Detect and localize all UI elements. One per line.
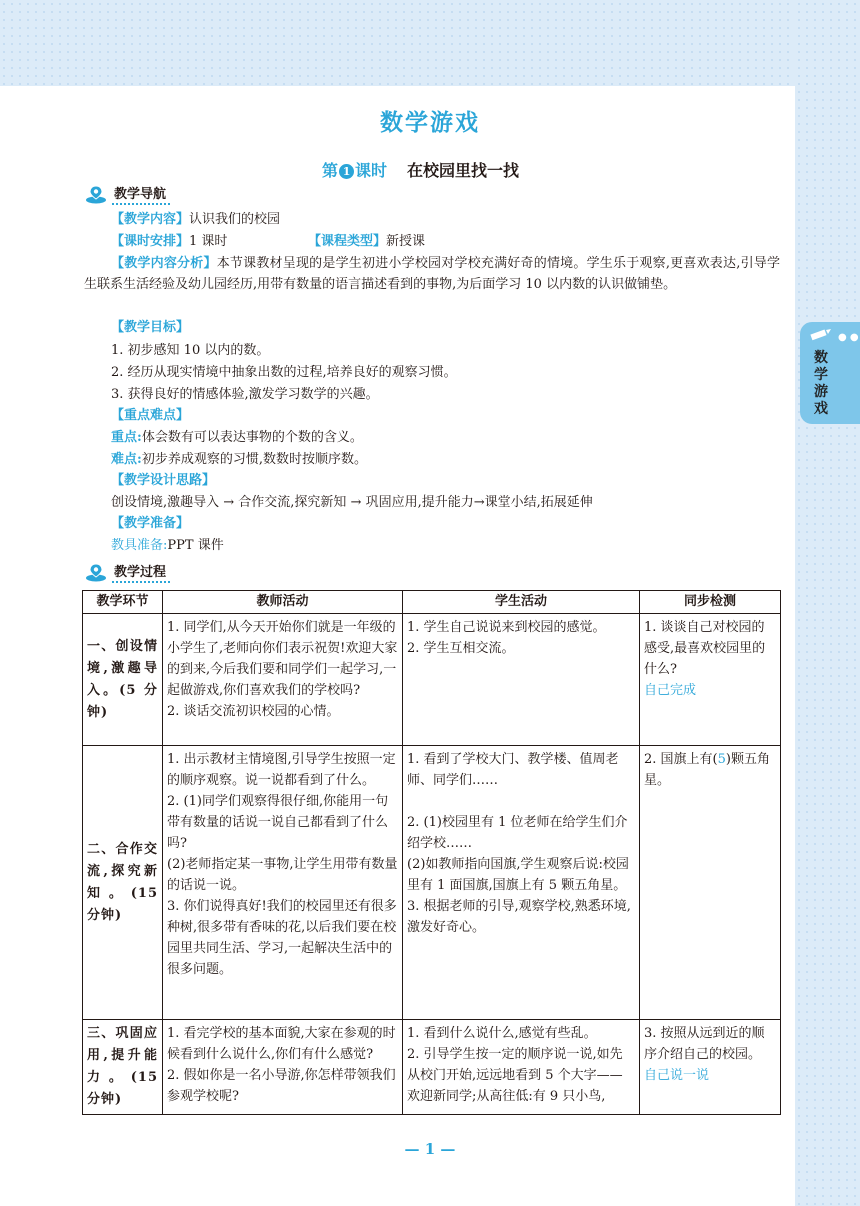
right-decor-band — [795, 0, 860, 1206]
check-text: 3. 按照从远到近的顺序介绍自己的校园。 — [644, 1026, 765, 1062]
teacher-cell: 1. 看完学校的基本面貌,大家在参观的时候看到什么说什么,你们有什么感觉? 2. 假如你是一名小导游,你怎样带领我们参观学校呢? — [163, 1020, 403, 1115]
content-tag: 【教学内容】 — [111, 212, 190, 227]
goal-item: 2. 经历从现实情境中抽象出数的过程,培养良好的观察习惯。 — [111, 365, 457, 380]
check-answer: 5 — [717, 752, 726, 767]
difficulty-line — [111, 451, 367, 469]
dots-icon: ● ● — [838, 332, 859, 343]
goal-item: 1. 初步感知 10 以内的数。 — [111, 343, 270, 358]
type-line — [308, 233, 425, 251]
table-row — [83, 1020, 781, 1115]
lesson-number: 1 — [339, 164, 354, 179]
difficulty-text: 初步养成观察的习惯,数数时按顺序数。 — [141, 452, 367, 467]
student-cell: 1. 学生自己说说来到校园的感觉。 2. 学生互相交流。 — [403, 614, 640, 746]
hours-text: 1 课时 — [189, 234, 228, 249]
check-text-pre: 2. 国旗上有( — [644, 752, 718, 767]
column-header: 教学环节 — [83, 591, 163, 614]
check-answer: 自己说一说 — [644, 1068, 710, 1083]
column-header: 同步检测 — [640, 591, 781, 614]
hours-tag: 【课时安排】 — [111, 234, 190, 249]
keypoints-tag-line — [111, 407, 189, 425]
key-point-line — [111, 429, 363, 447]
prep-tag: 【教学准备】 — [111, 516, 190, 531]
prep-tag-line — [111, 515, 189, 533]
check-cell — [640, 614, 781, 746]
check-answer: 自己完成 — [644, 683, 697, 698]
type-tag: 【课程类型】 — [308, 234, 387, 249]
lesson-prefix: 第 — [322, 161, 339, 180]
analysis-tag: 【教学内容分析】 — [111, 256, 217, 271]
lesson-heading — [322, 158, 519, 181]
location-pin-icon — [84, 184, 108, 204]
process-table — [82, 590, 781, 1115]
process-section-heading — [84, 562, 170, 582]
side-tab-label: 数学游戏 — [814, 350, 828, 417]
column-header: 学生活动 — [403, 591, 640, 614]
lesson-suffix: 课时 — [355, 161, 388, 180]
hours-line — [111, 233, 227, 251]
student-cell: 1. 看到什么说什么,感觉有些乱。 2. 引导学生按一定的顺序说一说,如先从校门开始,远远地看到 5 个大字——欢迎新同学;从高往低:有 9 只小鸟, — [403, 1020, 640, 1115]
content-text: 认识我们的校园 — [189, 212, 281, 227]
design-text: 创设情境,激趣导入 → 合作交流,探究新知 → 巩固应用,提升能力→课堂小结,拓展延伸 — [111, 495, 593, 510]
key-text: 体会数有可以表达事物的个数的含义。 — [141, 430, 363, 445]
location-pin-icon — [84, 562, 108, 582]
teacher-cell: 1. 同学们,从今天开始你们就是一年级的小学生了,老师向你们表示祝贺!欢迎大家的到来,今后我们要和同学们一起学习,一起做游戏,你们喜欢我们的学校吗? 2. 谈话交流初识校园的心情。 — [163, 614, 403, 746]
student-cell: 1. 看到了学校大门、教学楼、值周老师、同学们…… 2. (1)校园里有 1 位老师在给学生们介绍学校…… (2)如教师指向国旗,学生观察后说:校园里有 1 面国旗,国旗上有 5 颗五角星。 3. 根据老师的引导,观察学校,熟悉环境,激发好奇心。 — [403, 746, 640, 1020]
pencil-icon — [810, 328, 832, 342]
analysis-text: 本节课教材呈现的是学生初进小学校园对学校充满好奇的情境。学生乐于观察,更喜欢表达,引导学生联系生活经验及幼儿园经历,用带有数量的语言描述看到的事物,为后面学习 10 以内数的认识做铺垫。 — [84, 256, 780, 292]
column-header: 教师活动 — [163, 591, 403, 614]
design-tag: 【教学设计思路】 — [111, 473, 216, 488]
nav-section-heading — [84, 184, 170, 204]
keypoints-tag: 【重点难点】 — [111, 408, 190, 423]
check-text-post: )颗五角星。 — [644, 752, 770, 788]
stage-cell: 二、合作交流,探究新知。(15 分钟) — [83, 746, 163, 1020]
side-chapter-tab[interactable] — [800, 322, 860, 424]
nav-heading-text: 教学导航 — [112, 183, 170, 205]
check-text: 1. 谈谈自己对校园的感受,最喜欢校园里的什么? — [644, 620, 766, 677]
goal-item: 3. 获得良好的情感体验,激发学习数学的兴趣。 — [111, 387, 379, 402]
key-label: 重点: — [111, 430, 142, 445]
stage-cell: 一、创设情境,激趣导入。(5 分钟) — [83, 614, 163, 746]
goals-tag: 【教学目标】 — [111, 320, 190, 335]
stage-cell: 三、巩固应用,提升能力。(15 分钟) — [83, 1020, 163, 1115]
page-title: 数学游戏 — [380, 109, 480, 136]
content-line — [111, 211, 280, 229]
check-cell — [640, 746, 781, 1020]
table-header-row — [83, 591, 781, 614]
table-row — [83, 614, 781, 746]
design-tag-line — [111, 472, 215, 490]
type-text: 新授课 — [386, 234, 426, 249]
prep-line — [111, 537, 224, 555]
teacher-cell: 1. 出示教材主情境图,引导学生按照一定的顺序观察。说一说都看到了什么。 2. (1)同学们观察得很仔细,你能用一句带有数量的话说一说自己都看到了什么吗? (2)老师指定某一事物,让学生用带有数量的话说一说。 3. 你们说得真好!我们的校园里还有很多种树,很多带有香味的花,以后我们要在校园里共同生活、学习,一起解决生活中的很多问题。 — [163, 746, 403, 1020]
table-row — [83, 746, 781, 1020]
top-decor-band — [0, 0, 795, 86]
check-cell — [640, 1020, 781, 1115]
analysis-paragraph — [84, 253, 780, 295]
prep-label: 教具准备: — [111, 538, 168, 553]
process-heading-text: 教学过程 — [112, 561, 170, 583]
page-number: — 1 — — [404, 1140, 456, 1158]
difficulty-label: 难点: — [111, 452, 142, 467]
lesson-name: 在校园里找一找 — [407, 161, 520, 180]
prep-text: PPT 课件 — [167, 538, 224, 553]
goals-tag-line — [111, 319, 189, 337]
